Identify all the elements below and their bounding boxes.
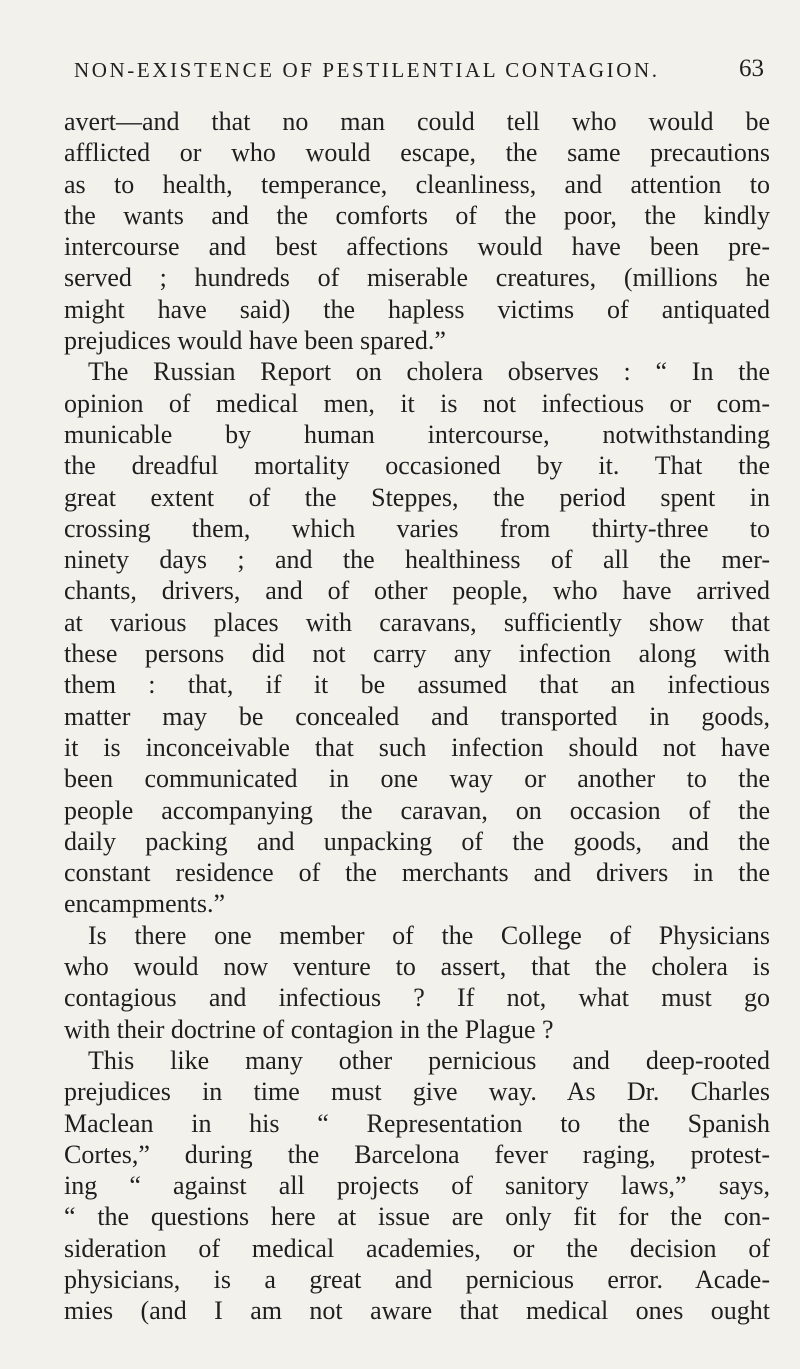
text-line: The Russian Report on cholera observes : “ In the xyxy=(88,357,770,387)
text-line: Is there one member of the College of Physicians xyxy=(88,920,770,950)
text-line: prejudices would have been spared.” xyxy=(64,326,446,356)
text-line: served ; hundreds of miserable creatures, (millions he xyxy=(64,263,770,293)
text-line: been communicated in one way or another to the xyxy=(64,764,770,794)
text-line: opinion of medical men, it is not infectious or com- xyxy=(64,388,770,418)
text-line: the dreadful mortality occasioned by it. That the xyxy=(64,451,770,481)
text-line: encampments.” xyxy=(64,889,225,919)
text-line: “ the questions here at issue are only fit for the con- xyxy=(64,1202,770,1232)
text-line: at various places with caravans, sufficiently show that xyxy=(64,607,770,637)
text-line: contagious and infectious ? If not, what must go xyxy=(64,983,770,1013)
text-line: mies (and I am not aware that medical ones ought xyxy=(64,1296,770,1326)
text-line: chants, drivers, and of other people, who have arrived xyxy=(64,576,770,606)
text-line: prejudices in time must give way. As Dr. Charles xyxy=(64,1077,770,1107)
running-title: NON-EXISTENCE OF PESTILENTIAL CONTAGION. xyxy=(74,58,660,82)
text-line: ing “ against all projects of sanitory laws,” says, xyxy=(64,1171,770,1201)
text-line: it is inconceivable that such infection should not have xyxy=(64,732,770,762)
text-line: constant residence of the merchants and drivers in the xyxy=(64,858,770,888)
text-line: the wants and the comforts of the poor, the kindly xyxy=(64,200,770,230)
text-line: might have said) the hapless victims of antiquated xyxy=(64,294,770,324)
text-line: afflicted or who would escape, the same precautions xyxy=(64,138,770,168)
text-line: ninety days ; and the healthiness of all the mer- xyxy=(64,545,770,575)
text-line: crossing them, which varies from thirty-three to xyxy=(64,513,770,543)
text-line: as to health, temperance, cleanliness, and attention to xyxy=(64,169,770,199)
text-line: Cortes,” during the Barcelona fever raging, protest- xyxy=(64,1139,770,1169)
text-line: matter may be concealed and transported in goods, xyxy=(64,701,770,731)
text-line: intercourse and best affections would have been pre- xyxy=(64,232,770,262)
text-line: sideration of medical academies, or the decision of xyxy=(64,1233,770,1263)
text-line: them : that, if it be assumed that an infectious xyxy=(64,670,770,700)
text-line: This like many other pernicious and deep-rooted xyxy=(88,1045,770,1075)
page-number: 63 xyxy=(739,55,764,82)
text-line: these persons did not carry any infection along with xyxy=(64,639,770,669)
running-header xyxy=(74,55,764,83)
text-line: with their doctrine of contagion in the Plague ? xyxy=(64,1014,554,1044)
text-line: people accompanying the caravan, on occasion of the xyxy=(64,795,770,825)
text-line: avert—and that no man could tell who would be xyxy=(64,107,770,136)
text-line: great extent of the Steppes, the period spent in xyxy=(64,482,770,512)
text-line: municable by human intercourse, notwithstanding xyxy=(64,419,770,449)
body-text xyxy=(64,106,770,1327)
text-line: daily packing and unpacking of the goods, and the xyxy=(64,826,770,856)
text-line: who would now venture to assert, that the cholera is xyxy=(64,952,770,982)
text-line: Maclean in his “ Representation to the Spanish xyxy=(64,1108,770,1138)
text-line: physicians, is a great and pernicious error. Acade- xyxy=(64,1264,770,1294)
